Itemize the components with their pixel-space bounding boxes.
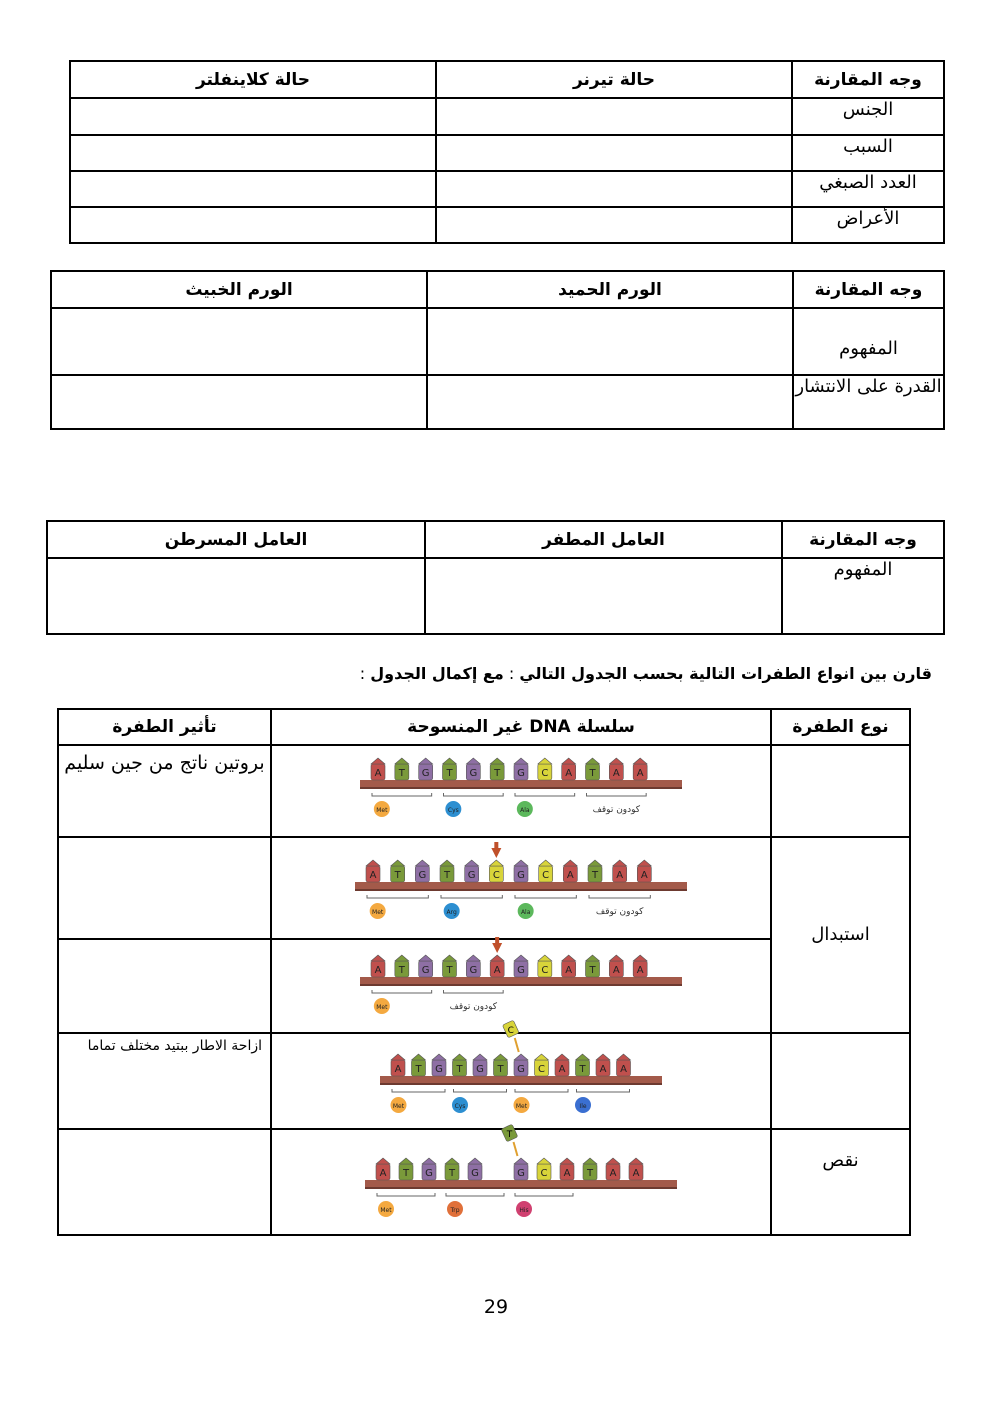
svg-text:T: T <box>497 1064 504 1075</box>
svg-text:Met: Met <box>392 1103 405 1110</box>
svg-text:G: G <box>517 1168 525 1179</box>
dna-base-A <box>609 955 623 977</box>
dna-backbone-shadow <box>355 889 687 891</box>
dna-strand-substitution-missense <box>351 848 691 928</box>
dna-base-G <box>473 1054 487 1076</box>
svg-text:C: C <box>542 870 550 881</box>
answer-cell[interactable] <box>51 308 427 375</box>
dna-base-T <box>399 1158 413 1180</box>
svg-text:A: A <box>565 965 573 976</box>
header-chain: سلسلة DNA غير المنسوحة <box>271 709 771 745</box>
svg-text:T: T <box>591 870 599 881</box>
dna-base-A <box>490 955 504 977</box>
dna-base-A <box>629 1158 643 1180</box>
svg-text:T: T <box>398 768 405 779</box>
answer-cell[interactable] <box>58 837 271 939</box>
dna-base-T <box>583 1158 597 1180</box>
codon-bracket <box>577 1089 630 1092</box>
svg-text:A: A <box>636 965 644 976</box>
svg-text:Arg: Arg <box>446 909 457 916</box>
svg-text:T: T <box>415 1064 422 1075</box>
svg-text:A: A <box>558 1064 566 1075</box>
svg-text:G: G <box>517 768 525 779</box>
dna-base-G <box>415 860 429 882</box>
header-type: نوع الطفرة <box>771 709 910 745</box>
dna-base-G <box>514 1158 528 1180</box>
svg-text:G: G <box>517 965 525 976</box>
dna-base-T <box>440 860 454 882</box>
svg-text:Ile: Ile <box>579 1103 587 1110</box>
stop-codon-label: كودون توقف <box>592 805 641 815</box>
header-comparison: وجه المقارنة <box>792 61 944 98</box>
dna-base-C <box>539 860 553 882</box>
answer-cell[interactable] <box>58 1129 271 1235</box>
row-label-symptoms: الأعراض <box>792 207 944 243</box>
header-comparison: وجه المقارنة <box>793 271 944 308</box>
svg-text:T: T <box>589 965 596 976</box>
svg-text:G: G <box>421 965 430 976</box>
svg-text:T: T <box>586 1168 594 1179</box>
codon-bracket <box>589 895 650 898</box>
codon-bracket <box>446 1193 504 1196</box>
dna-base-C <box>535 1054 549 1076</box>
dna-base-G <box>514 758 528 780</box>
svg-text:G: G <box>469 965 478 976</box>
dna-base-A <box>637 860 651 882</box>
answer-cell[interactable] <box>58 939 271 1033</box>
instruction-text: قارن بين انواع الطفرات التالية بحسب الجدول التالي : مع إكمال الجدول : <box>359 664 932 683</box>
dna-base-G <box>432 1054 446 1076</box>
dna-backbone-shadow <box>360 984 682 986</box>
svg-text:A: A <box>632 1168 640 1179</box>
type-substitution: استبدال <box>771 837 910 1033</box>
dna-backbone-shadow <box>380 1083 662 1085</box>
svg-text:C: C <box>507 1026 514 1036</box>
removed-base-marker <box>501 1124 518 1156</box>
svg-text:A: A <box>379 1168 387 1179</box>
codon-bracket <box>372 793 432 796</box>
svg-text:His: His <box>519 1207 529 1214</box>
row-label-cause: السبب <box>792 135 944 171</box>
dna-base-T <box>395 955 409 977</box>
codon-bracket <box>444 793 504 796</box>
dna-base-A <box>563 860 577 882</box>
svg-text:A: A <box>609 1168 617 1179</box>
dna-base-T <box>412 1054 426 1076</box>
dna-base-G <box>466 758 480 780</box>
row-label-sex: الجنس <box>792 98 944 135</box>
dna-base-G <box>514 1054 528 1076</box>
dna-base-A <box>371 758 385 780</box>
codon-bracket <box>444 990 504 993</box>
svg-text:T: T <box>456 1064 463 1075</box>
dna-strand-normal <box>356 756 686 826</box>
codon-bracket <box>454 1089 507 1092</box>
header-comparison: وجه المقارنة <box>782 521 944 558</box>
dna-backbone <box>355 882 687 889</box>
answer-cell[interactable] <box>425 558 782 634</box>
svg-text:C: C <box>538 1064 545 1075</box>
dna-base-A <box>613 860 627 882</box>
table-tumors <box>50 270 945 430</box>
svg-text:A: A <box>374 965 382 976</box>
row-label-concept: المفهوم <box>782 558 944 634</box>
header-malignant: الورم الخبيث <box>51 271 427 308</box>
svg-text:A: A <box>565 768 573 779</box>
svg-text:C: C <box>540 1168 548 1179</box>
header-klinefelter: حالة كلاينفلتر <box>70 61 436 98</box>
dna-backbone-shadow <box>360 787 682 789</box>
dna-base-C <box>489 860 503 882</box>
table-agents <box>46 520 945 635</box>
dna-base-T <box>586 955 600 977</box>
dna-backbone <box>360 780 682 787</box>
row-label-spread: القدرة على الانتشار <box>793 375 944 429</box>
svg-text:T: T <box>394 870 401 881</box>
mutation-table <box>57 708 911 1236</box>
codon-bracket <box>515 793 575 796</box>
svg-text:Met: Met <box>376 807 388 814</box>
effect-normal: بروتين ناتج من جين سليم <box>64 752 265 774</box>
svg-text:T: T <box>494 768 501 779</box>
dna-base-G <box>465 860 479 882</box>
answer-cell[interactable] <box>51 375 427 429</box>
dna-base-G <box>419 758 433 780</box>
answer-cell[interactable] <box>436 98 792 135</box>
stop-codon-label: كودون توقف <box>449 1002 498 1012</box>
dna-base-T <box>443 955 457 977</box>
answer-cell[interactable] <box>436 171 792 207</box>
type-answer-cell[interactable] <box>771 745 910 837</box>
dna-base-A <box>617 1054 631 1076</box>
answer-cell[interactable] <box>70 98 436 135</box>
dna-base-A <box>366 860 380 882</box>
codon-bracket <box>367 895 428 898</box>
svg-text:A: A <box>394 1064 402 1075</box>
dna-base-A <box>371 955 385 977</box>
svg-text:Trp: Trp <box>450 1207 460 1214</box>
dna-base-G <box>419 955 433 977</box>
dna-base-C <box>538 758 552 780</box>
type-deletion: نقص <box>771 1129 910 1235</box>
svg-text:A: A <box>640 870 648 881</box>
dna-base-C <box>537 1158 551 1180</box>
answer-cell[interactable] <box>436 207 792 243</box>
svg-text:A: A <box>369 870 377 881</box>
svg-text:Met: Met <box>515 1103 528 1110</box>
svg-text:A: A <box>599 1064 607 1075</box>
svg-text:G: G <box>421 768 430 779</box>
dna-base-G <box>422 1158 436 1180</box>
svg-text:G: G <box>476 1064 484 1075</box>
answer-cell[interactable] <box>47 558 425 634</box>
svg-text:T: T <box>506 1130 513 1140</box>
dna-backbone <box>380 1076 662 1083</box>
codon-bracket <box>515 1089 568 1092</box>
dna-base-T <box>453 1054 467 1076</box>
svg-text:Met: Met <box>376 1004 388 1011</box>
svg-text:G: G <box>517 1064 525 1075</box>
table-turner-klinefelter <box>69 60 945 244</box>
page-number: 29 <box>483 1296 509 1318</box>
answer-cell[interactable] <box>427 375 793 429</box>
svg-text:G: G <box>425 1168 433 1179</box>
svg-text:A: A <box>374 768 382 779</box>
svg-text:Ala: Ala <box>520 807 530 814</box>
effect-frameshift: ازاحة الاطار ببتيد مختلف تماما <box>87 1038 262 1054</box>
dna-base-A <box>391 1054 405 1076</box>
substitution-arrow-icon <box>492 943 502 953</box>
svg-text:C: C <box>492 870 500 881</box>
svg-text:C: C <box>541 768 549 779</box>
dna-strand-deletion <box>361 1130 681 1226</box>
svg-text:T: T <box>446 768 453 779</box>
codon-bracket <box>441 895 502 898</box>
row-label-chromosome-count: العدد الصبغي <box>792 171 944 207</box>
svg-text:A: A <box>566 870 574 881</box>
substitution-arrow-icon <box>491 848 501 858</box>
dna-strand-insertion <box>376 1026 666 1122</box>
svg-text:T: T <box>579 1064 586 1075</box>
dna-base-A <box>562 955 576 977</box>
dna-base-C <box>538 955 552 977</box>
codon-bracket <box>392 1089 445 1092</box>
codon-bracket <box>377 1193 435 1196</box>
dna-base-G <box>468 1158 482 1180</box>
codon-bracket <box>515 1193 573 1196</box>
dna-base-T <box>490 758 504 780</box>
svg-text:A: A <box>616 870 624 881</box>
dna-base-T <box>391 860 405 882</box>
svg-text:G: G <box>471 1168 479 1179</box>
svg-text:Cys: Cys <box>454 1103 466 1110</box>
dna-base-A <box>606 1158 620 1180</box>
dna-base-A <box>562 758 576 780</box>
svg-text:A: A <box>563 1168 571 1179</box>
header-turner: حالة تيرنر <box>436 61 792 98</box>
dna-base-T <box>494 1054 508 1076</box>
type-answer-cell[interactable] <box>771 1033 910 1129</box>
svg-text:G: G <box>469 768 478 779</box>
header-carcinogen: العامل المسرطن <box>47 521 425 558</box>
svg-text:A: A <box>612 965 620 976</box>
dna-base-T <box>588 860 602 882</box>
svg-text:Met: Met <box>372 909 384 916</box>
dna-base-A <box>633 955 647 977</box>
svg-text:T: T <box>448 1168 456 1179</box>
codon-bracket <box>372 990 432 993</box>
dna-backbone <box>360 977 682 984</box>
dna-base-T <box>576 1054 590 1076</box>
svg-text:A: A <box>493 965 501 976</box>
dna-base-T <box>586 758 600 780</box>
svg-text:A: A <box>636 768 644 779</box>
dna-strand-substitution-nonsense <box>356 949 686 1023</box>
dna-base-T <box>443 758 457 780</box>
dna-base-A <box>609 758 623 780</box>
dna-base-A <box>560 1158 574 1180</box>
header-effect: تأثير الطفرة <box>58 709 271 745</box>
header-benign: الورم الحميد <box>427 271 793 308</box>
dna-backbone-shadow <box>365 1187 677 1189</box>
dna-base-A <box>596 1054 610 1076</box>
dna-base-A <box>376 1158 390 1180</box>
answer-cell[interactable] <box>427 308 793 375</box>
answer-cell[interactable] <box>70 207 436 243</box>
dna-base-T <box>445 1158 459 1180</box>
svg-text:C: C <box>541 965 549 976</box>
svg-text:A: A <box>612 768 620 779</box>
svg-text:T: T <box>446 965 453 976</box>
svg-text:G: G <box>435 1064 443 1075</box>
header-mutagen: العامل المطفر <box>425 521 782 558</box>
dna-base-A <box>633 758 647 780</box>
answer-cell[interactable] <box>70 171 436 207</box>
dna-base-G <box>514 955 528 977</box>
svg-text:T: T <box>398 965 405 976</box>
svg-text:Met: Met <box>380 1207 392 1214</box>
codon-bracket <box>587 793 647 796</box>
svg-text:T: T <box>443 870 451 881</box>
dna-base-A <box>555 1054 569 1076</box>
svg-text:G: G <box>517 870 525 881</box>
stop-codon-label: كودون توقف <box>595 907 644 917</box>
svg-text:Cys: Cys <box>447 807 459 814</box>
svg-text:G: G <box>418 870 427 881</box>
row-label-concept: المفهوم <box>793 308 944 375</box>
svg-text:A: A <box>620 1064 627 1075</box>
svg-text:Ala: Ala <box>520 909 531 916</box>
svg-text:G: G <box>467 870 476 881</box>
codon-bracket <box>515 895 576 898</box>
dna-backbone <box>365 1180 677 1187</box>
answer-cell[interactable] <box>70 135 436 171</box>
dna-base-G <box>514 860 528 882</box>
answer-cell[interactable] <box>436 135 792 171</box>
svg-text:T: T <box>402 1168 410 1179</box>
dna-base-T <box>395 758 409 780</box>
svg-text:T: T <box>589 768 596 779</box>
dna-base-G <box>466 955 480 977</box>
